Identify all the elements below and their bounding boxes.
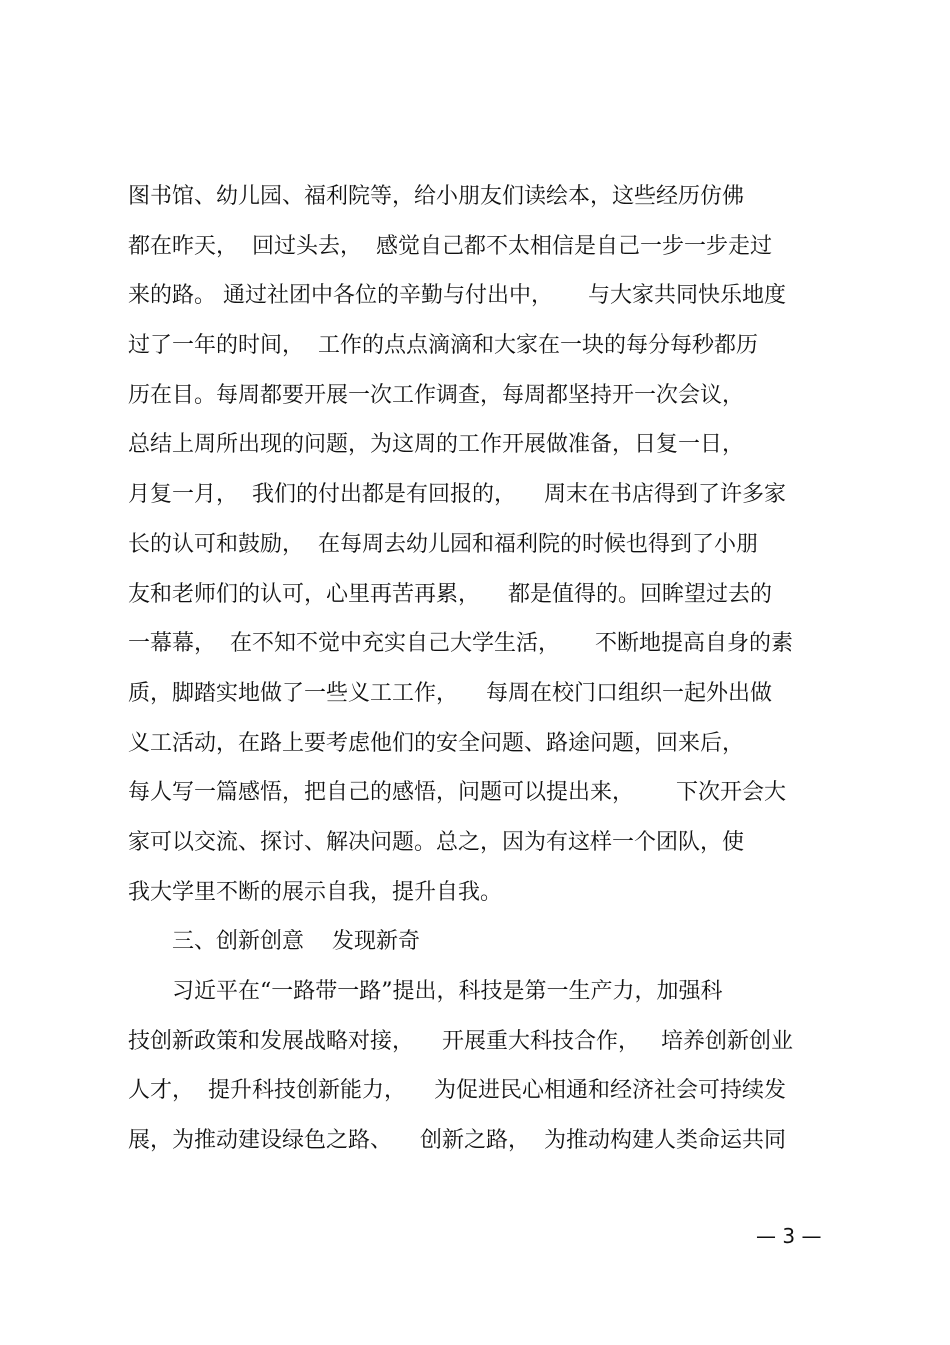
- paragraph-line-15: 我大学里不断的展示自我，提升自我。: [128, 879, 503, 905]
- paragraph-line-2: 都在昨天， 回过头去， 感觉自己都不太相信是自己一步一步走过: [128, 233, 772, 259]
- section-paragraph-line-4: 展，为推动建设绿色之路、 创新之路， 为推动构建人类命运共同: [128, 1128, 786, 1154]
- paragraph-line-11: 质，脚踏实地做了一些义工工作， 每周在校门口组织一起外出做: [128, 680, 772, 706]
- paragraph-line-14: 家可以交流、探讨、解决问题。总之，因为有这样一个团队，使: [128, 829, 745, 855]
- section-paragraph-line-1: 习近平在“一路带一路”提出，科技是第一生产力，加强科: [172, 979, 723, 1004]
- paragraph-line-3: 来的路。 通过社团中各位的辛勤与付出中， 与大家共同快乐地度: [128, 283, 786, 309]
- paragraph-line-1: 图书馆、幼儿园、福利院等，给小朋友们读绘本，这些经历仿佛: [128, 184, 745, 209]
- paragraph-line-10: 一幕幕， 在不知不觉中充实自己大学生活， 不断地提高自身的素: [128, 631, 793, 657]
- section-paragraph-line-2: 技创新政策和发展战略对接， 开展重大科技合作， 培养创新创业: [128, 1028, 793, 1054]
- paragraph-line-9: 友和老师们的认可，心里再苦再累， 都是值得的。回眸望过去的: [128, 581, 772, 607]
- page-number: — 3 —: [756, 1224, 822, 1248]
- section-heading: 三、创新创意 发现新奇: [172, 929, 420, 955]
- paragraph-line-4: 过了一年的时间， 工作的点点滴滴和大家在一块的每分每秒都历: [128, 333, 758, 359]
- paragraph-line-7: 月复一月， 我们的付出都是有回报的， 周末在书店得到了许多家: [128, 482, 786, 508]
- body-text: [128, 172, 828, 1166]
- paragraph-line-13: 每人写一篇感悟，把自己的感悟，问题可以提出来， 下次开会大: [128, 780, 786, 806]
- paragraph-line-6: 总结上周所出现的问题，为这周的工作开展做准备，日复一日，: [128, 432, 745, 458]
- paragraph-line-8: 长的认可和鼓励， 在每周去幼儿园和福利院的时候也得到了小朋: [128, 531, 758, 557]
- paragraph-line-5: 历在目。每周都要开展一次工作调查，每周都坚持开一次会议，: [128, 382, 745, 408]
- paragraph-line-12: 义工活动，在路上要考虑他们的安全问题、路途问题，回来后，: [128, 730, 745, 756]
- section-paragraph-line-3: 人才， 提升科技创新能力， 为促进民心相通和经济社会可持续发: [128, 1078, 786, 1104]
